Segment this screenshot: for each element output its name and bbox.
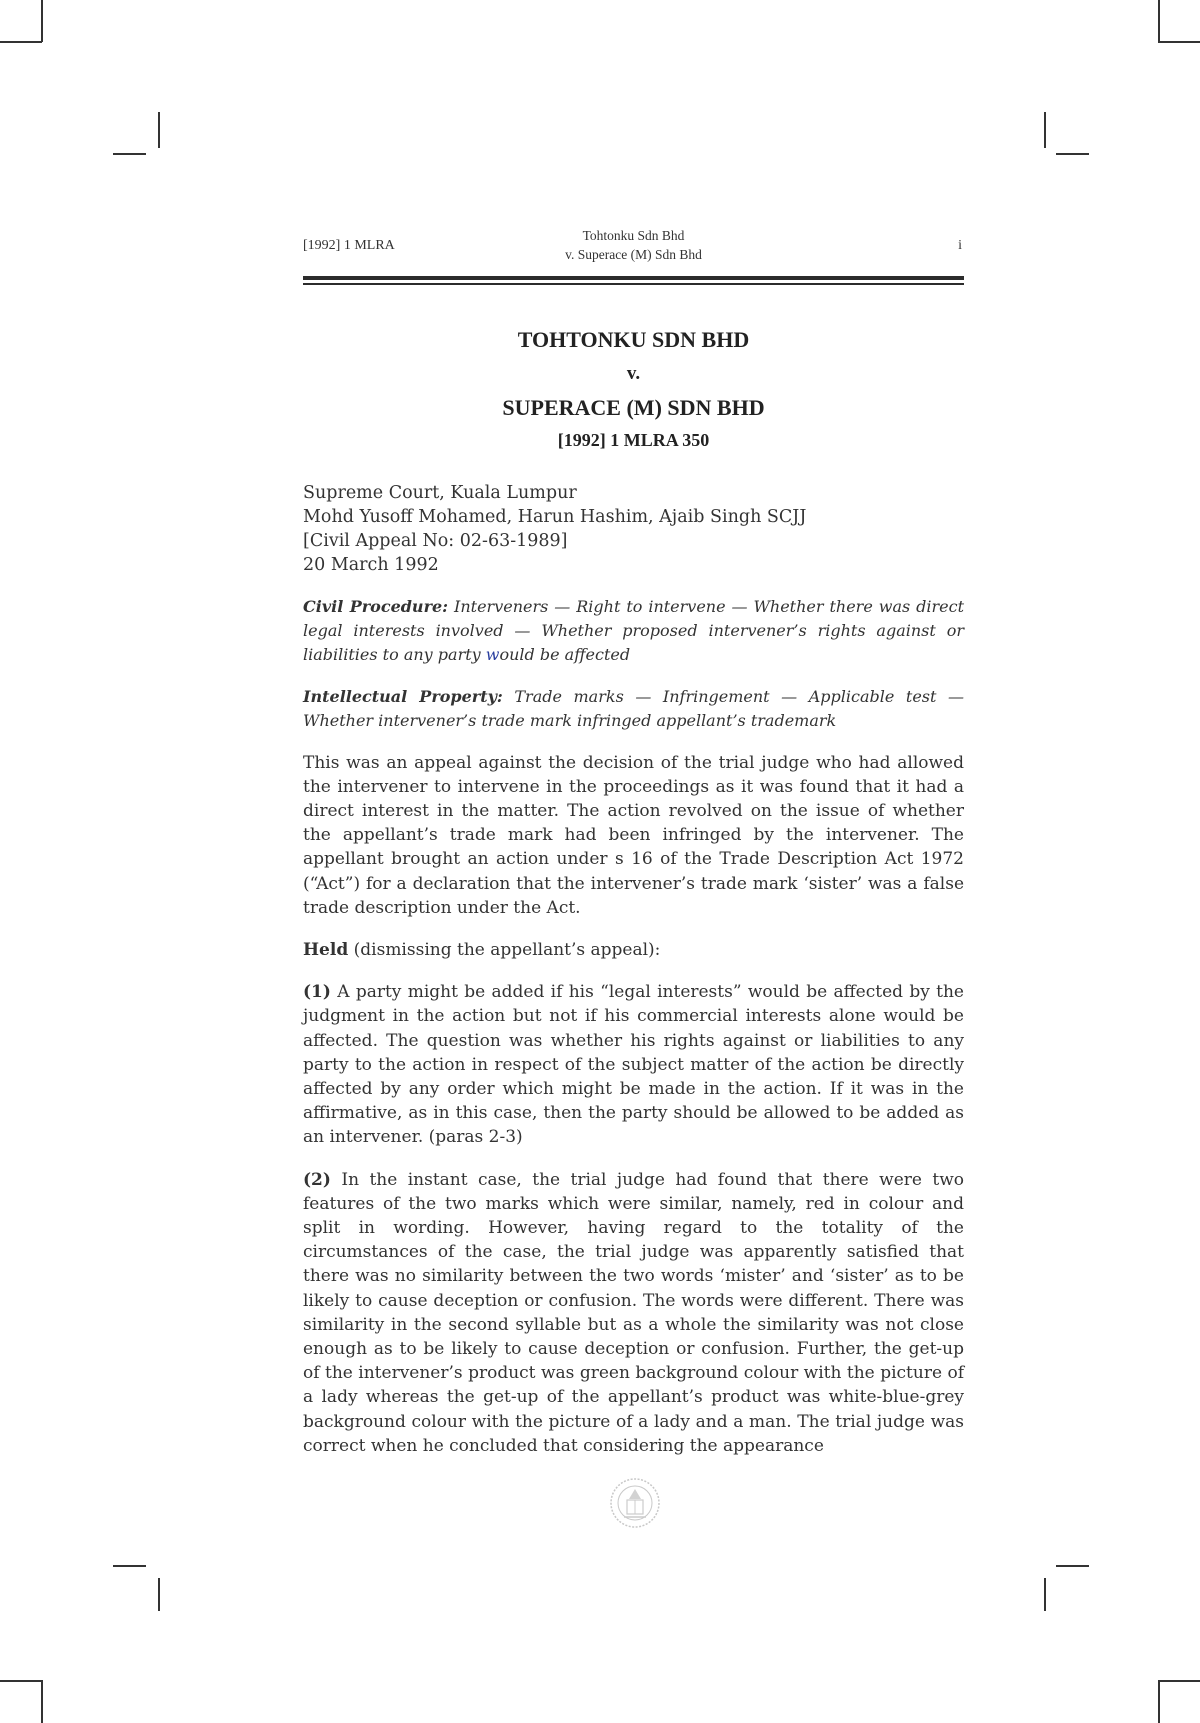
crop-mark-top-left-inner-v bbox=[158, 112, 160, 148]
held-text: (dismissing the appellant’s appeal): bbox=[348, 939, 661, 960]
party-respondent: SUPERACE (M) SDN BHD bbox=[502, 394, 765, 420]
crop-mark-top-left-outer-h bbox=[0, 41, 42, 43]
holding-number: (1) bbox=[303, 982, 331, 1003]
held-line bbox=[303, 938, 964, 962]
appeal-number: [Civil Appeal No: 02-63-1989] bbox=[303, 530, 568, 551]
crop-mark-bottom-right-inner-v bbox=[1044, 1578, 1046, 1611]
holding-1 bbox=[303, 980, 964, 1149]
catchword-text: Interveners — Right to intervene — Whether there was direct legal interests involved — Whether proposed intervener’s rights against or liabilities to any party bbox=[303, 596, 965, 664]
holding-number: (2) bbox=[303, 1169, 331, 1190]
header-page-number: i bbox=[958, 238, 962, 253]
case-title bbox=[303, 327, 964, 451]
case-citation: [1992] 1 MLRA 350 bbox=[557, 429, 710, 450]
court-info bbox=[303, 481, 964, 577]
crop-mark-top-left-inner-h bbox=[113, 153, 146, 155]
judges: Mohd Yusoff Mohamed, Harun Hashim, Ajaib Singh SCJJ bbox=[303, 506, 807, 527]
holding-text: In the instant case, the trial judge had found that there were two features of the two marks which were similar, namely, red in colour and split in wording. However, having regard to the totality of the circumstances of the case, the trial judge was apparently satisfied that there was no similarity between the two words ‘mister’ and ‘sister’ as to be likely to cause deception or confusion. The words were different. There was similarity in the second syllable but as a whole the similarity was not close enough as to be likely to cause deception or confusion. Further, the get-up of the intervener’s product was green background colour with the picture of a lady whereas the get-up of the appellant’s product was white-blue-grey background colour with the picture of a lady and a man. The trial judge was correct when he concluded that considering the appearance bbox=[303, 1169, 964, 1456]
crop-mark-top-left-outer-v bbox=[41, 0, 43, 42]
holding-text: A party might be added if his “legal interests” would be affected by the judgment in the action but not if his commercial interests alone would be affected. The question was whether his rights against or liabilities to any party to the action in respect of the subject matter of the action be directly affected by any order which might be made in the action. If it was in the affirmative, as in this case, then the party should be allowed to be added as an intervener. (paras 2-3) bbox=[303, 982, 964, 1148]
catchword-text-end: ould be affected bbox=[499, 644, 631, 664]
catchword-text: Trade marks — Infringement — Applicable test — Whether intervener’s trade mark infringed appellant’s trademark bbox=[303, 686, 964, 730]
catchword-intellectual-property bbox=[303, 685, 964, 733]
header-case-line-2: v. Superace (M) Sdn Bhd bbox=[565, 247, 702, 262]
catchword-highlight: w bbox=[485, 644, 500, 664]
court-seal-icon bbox=[609, 1477, 661, 1529]
party-appellant: TOHTONKU SDN BHD bbox=[517, 326, 750, 352]
running-header bbox=[303, 226, 964, 264]
crop-mark-top-right-outer-v bbox=[1158, 0, 1160, 42]
crop-mark-top-right-inner-h bbox=[1056, 153, 1089, 155]
court-name: Supreme Court, Kuala Lumpur bbox=[303, 482, 577, 503]
crop-mark-bottom-left-inner-h bbox=[113, 1565, 146, 1567]
header-rule-thick bbox=[303, 276, 964, 280]
holding-2 bbox=[303, 1168, 964, 1458]
header-citation: [1992] 1 MLRA bbox=[303, 238, 395, 253]
catchword-subject: Intellectual Property: bbox=[303, 686, 503, 706]
crop-mark-bottom-left-outer-h bbox=[0, 1680, 42, 1682]
crop-mark-top-right-inner-v bbox=[1044, 112, 1046, 148]
header-rule-thin bbox=[303, 283, 964, 285]
crop-mark-bottom-left-inner-v bbox=[158, 1578, 160, 1611]
held-label: Held bbox=[303, 939, 349, 960]
catchword-subject: Civil Procedure: bbox=[303, 596, 449, 616]
crop-mark-bottom-right-outer-v bbox=[1158, 1680, 1160, 1723]
crop-mark-bottom-left-outer-v bbox=[41, 1680, 43, 1723]
catchword-civil-procedure bbox=[303, 595, 964, 667]
header-case-name bbox=[303, 226, 964, 264]
judgment-date: 20 March 1992 bbox=[303, 554, 439, 575]
crop-mark-bottom-right-inner-h bbox=[1056, 1565, 1089, 1567]
page-content bbox=[303, 226, 964, 1458]
versus: v. bbox=[626, 362, 641, 384]
case-summary: This was an appeal against the decision of the trial judge who had allowed the intervener to intervene in the proceedings as it was found that it had a direct interest in the matter. The action revolved on the issue of whether the appellant’s trade mark had been infringed by the intervener. The appellant brought an action under s 16 of the Trade Description Act 1972 (“Act”) for a declaration that the intervener’s trade mark ‘sister’ was a false trade description under the Act. bbox=[303, 752, 964, 918]
crop-mark-bottom-right-outer-h bbox=[1158, 1680, 1200, 1682]
header-case-line-1: Tohtonku Sdn Bhd bbox=[582, 228, 685, 243]
crop-mark-top-right-outer-h bbox=[1158, 41, 1200, 43]
